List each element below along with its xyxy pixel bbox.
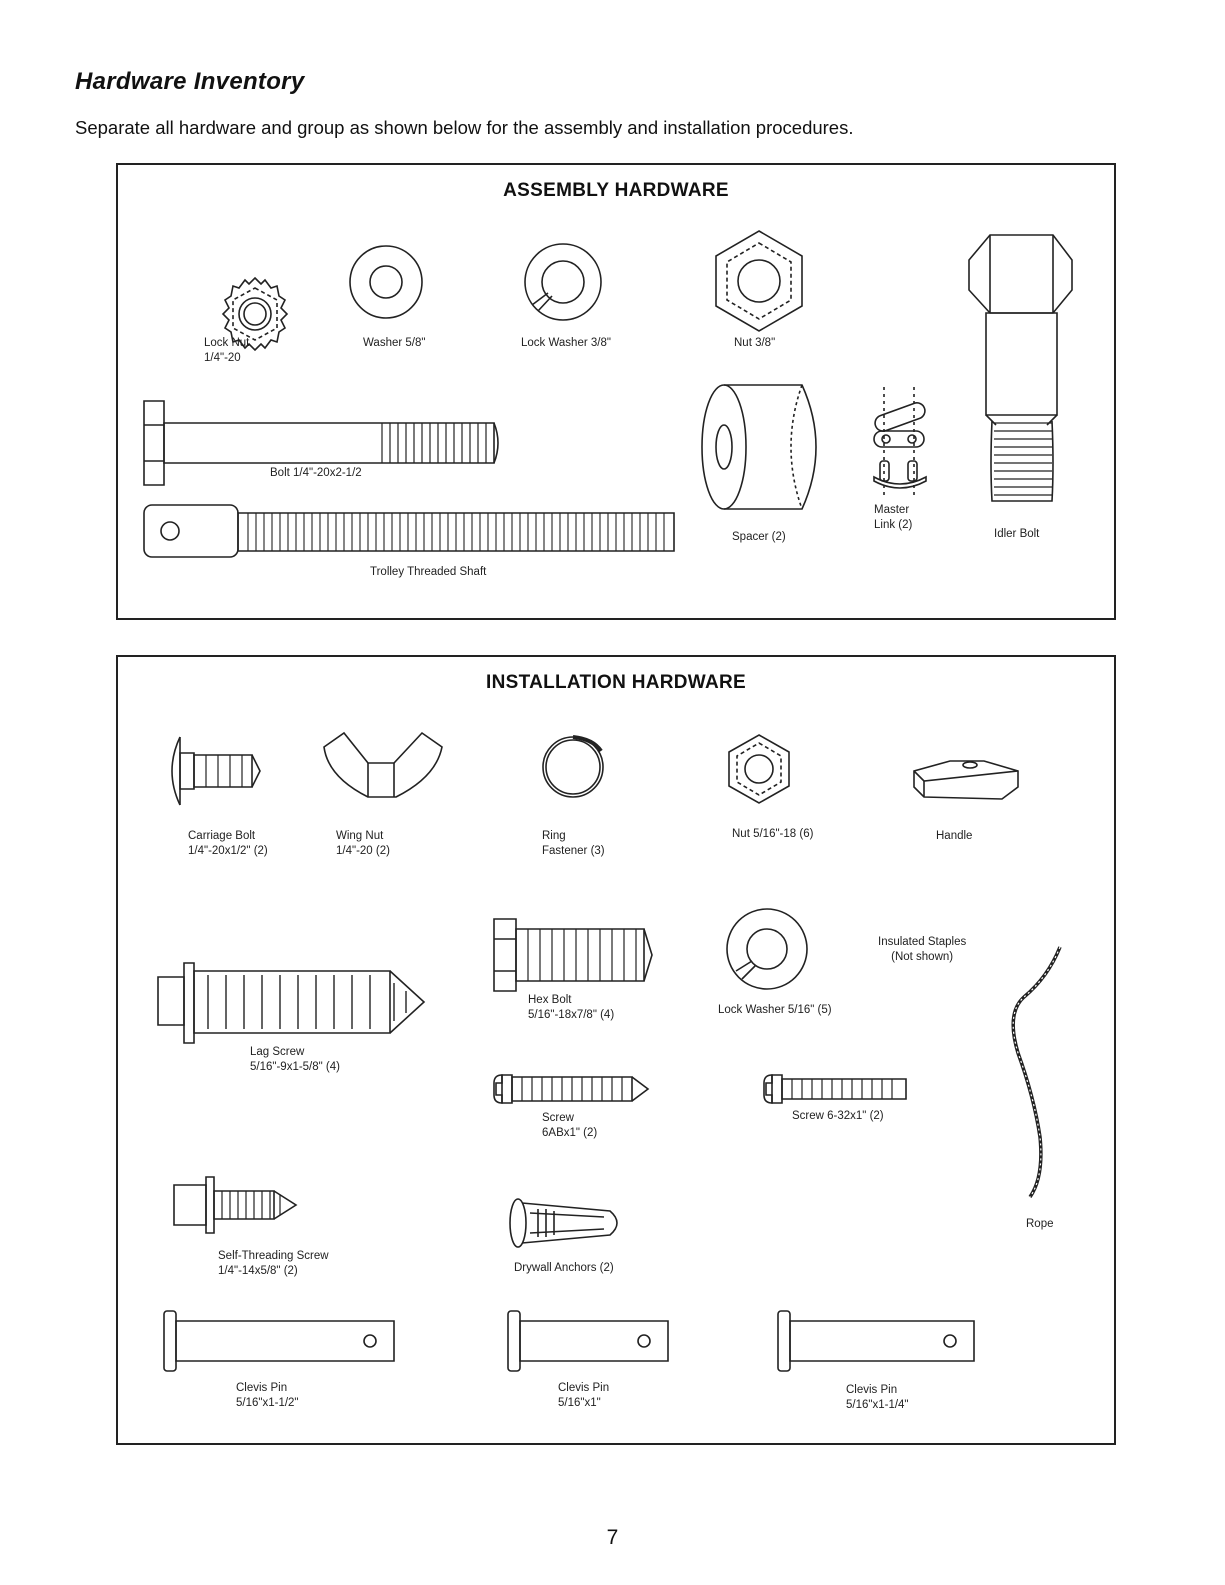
lag-screw-icon: [158, 963, 424, 1043]
assembly-hardware-heading: ASSEMBLY HARDWARE: [503, 180, 729, 201]
clevis-pin-short-label: Clevis Pin 5/16"x1": [558, 1382, 610, 1409]
master-link-icon: [873, 387, 927, 495]
clevis-pin-medium-label: Clevis Pin 5/16"x1-1/4": [846, 1384, 909, 1411]
bolt-label: Bolt 1/4"-20x2-1/2: [270, 467, 362, 479]
lock-washer-small-icon: [727, 909, 807, 989]
clevis-pin-long-label: Clevis Pin 5/16"x1-1/2": [236, 1382, 299, 1409]
lock-washer-label: Lock Washer 3/8": [521, 337, 611, 349]
master-link-label: Master Link (2): [874, 504, 913, 531]
hex-nut-small-icon: [729, 735, 789, 803]
handle-icon: [914, 761, 1018, 799]
screw-6-32-icon: [764, 1075, 906, 1103]
clevis-pin-long-icon: [164, 1311, 394, 1371]
page-title: Hardware Inventory: [75, 68, 305, 95]
hex-bolt-label: Hex Bolt 5/16"-18x7/8" (4): [528, 994, 615, 1021]
rope-icon: [1013, 947, 1060, 1197]
page-number: 7: [606, 1526, 619, 1549]
insulated-staples-label: Insulated Staples (Not shown): [878, 936, 967, 963]
idler-bolt-icon: [969, 235, 1072, 501]
handle-label: Handle: [936, 830, 973, 842]
self-threading-screw-label: Self-Threading Screw 1/4"-14x5/8" (2): [218, 1250, 329, 1277]
installation-hardware-heading: INSTALLATION HARDWARE: [486, 672, 746, 693]
drywall-anchor-icon: [510, 1199, 617, 1247]
rope-label: Rope: [1026, 1218, 1054, 1230]
washer-icon: [350, 246, 422, 318]
wing-nut-label: Wing Nut 1/4"-20 (2): [336, 830, 390, 857]
spacer-label: Spacer (2): [732, 531, 786, 543]
carriage-bolt-icon: [172, 737, 260, 805]
washer-label: Washer 5/8": [363, 337, 426, 349]
assembly-hardware-panel: [116, 163, 1116, 620]
assembly-hardware-illustrations: [118, 165, 1114, 618]
clevis-pin-medium-icon: [778, 1311, 974, 1371]
hex-bolt-icon: [494, 919, 652, 991]
clevis-pin-short-icon: [508, 1311, 668, 1371]
screw-6ab-label: Screw 6ABx1" (2): [542, 1112, 598, 1139]
hex-nut-icon: [716, 231, 802, 331]
nut-small-label: Nut 5/16"-18 (6): [732, 828, 814, 840]
ring-fastener-icon: [543, 737, 603, 797]
lag-screw-label: Lag Screw 5/16"-9x1-5/8" (4): [250, 1046, 340, 1073]
self-threading-screw-icon: [174, 1177, 296, 1233]
carriage-bolt-label: Carriage Bolt 1/4"-20x1/2" (2): [188, 830, 268, 857]
nut-label: Nut 3/8": [734, 337, 776, 349]
intro-text: Separate all hardware and group as shown below for the assembly and installation procedures.: [75, 117, 854, 138]
lock-washer-icon: [525, 244, 601, 320]
drywall-anchors-label: Drywall Anchors (2): [514, 1262, 614, 1274]
lock-washer-small-label: Lock Washer 5/16" (5): [718, 1004, 832, 1016]
trolley-threaded-shaft-label: Trolley Threaded Shaft: [370, 566, 487, 578]
spacer-icon: [702, 385, 816, 509]
screw-6ab-icon: [494, 1075, 648, 1103]
lock-nut-label: Lock Nut 1/4"-20: [204, 337, 250, 364]
trolley-threaded-shaft-icon: [144, 505, 674, 557]
screw-6-32-label: Screw 6-32x1" (2): [792, 1110, 884, 1122]
idler-bolt-label: Idler Bolt: [994, 528, 1040, 540]
installation-hardware-panel: [116, 655, 1116, 1445]
wing-nut-icon: [324, 733, 442, 797]
ring-fastener-label: Ring Fastener (3): [542, 830, 605, 857]
